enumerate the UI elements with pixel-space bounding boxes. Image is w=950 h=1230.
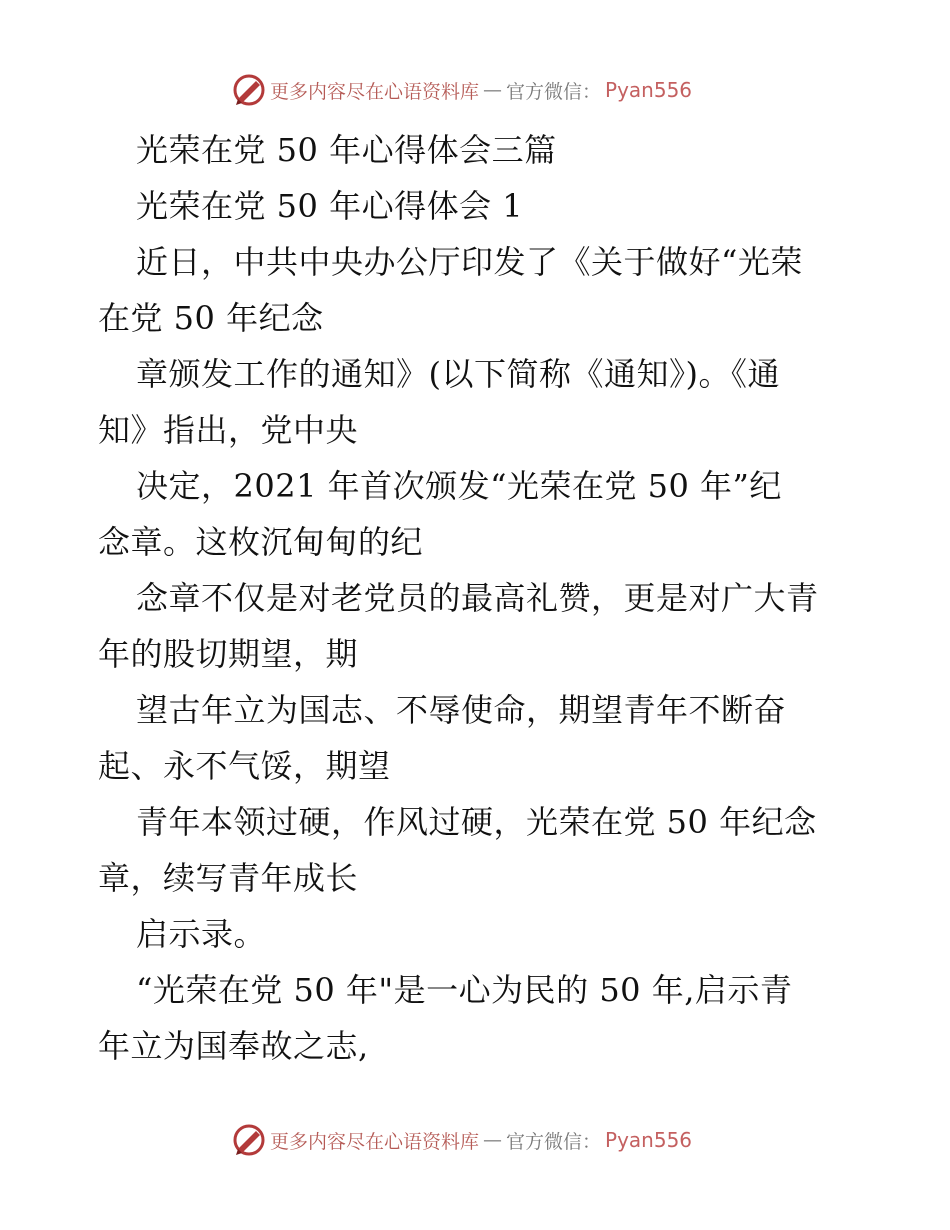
text-line: 在党 50 年纪念 xyxy=(98,299,324,337)
text-line: “光荣在党 50 年"是一心为民的 50 年,启示青 xyxy=(136,971,793,1009)
text-line: 望古年立为国志、不辱使命，期望青年不断奋 xyxy=(136,691,787,729)
text-line: 起、永不气馁，期望 xyxy=(98,747,391,785)
watermark-separator: — xyxy=(483,79,503,101)
document-body xyxy=(98,122,858,1074)
text-line: 光荣在党 50 年心得体会三篇 xyxy=(136,131,557,169)
watermark-text: 更多内容尽在心语资料库 xyxy=(270,80,480,103)
text-line: 光荣在党 50 年心得体会 1 xyxy=(136,187,524,225)
text-line: 念章。这枚沉甸甸的纪 xyxy=(98,523,424,561)
text-line: 启示录。 xyxy=(136,915,267,953)
footer-watermark xyxy=(232,1120,692,1160)
text-line: 决定，2021 年首次颁发“光荣在党 50 年”纪 xyxy=(136,467,782,505)
text-line: 章，续写青年成长 xyxy=(98,859,359,897)
watermark-wechat-label: 官方微信： xyxy=(506,80,602,103)
header-watermark xyxy=(232,70,692,110)
text-line: 青年本领过硬，作风过硬，光荣在党 50 年纪念 xyxy=(136,803,817,841)
text-line: 知》指出，党中央 xyxy=(98,411,359,449)
text-line: 年立为国奉故之志, xyxy=(98,1027,369,1065)
text-line: 念章不仅是对老党员的最高礼赞，更是对广大青 xyxy=(136,579,819,617)
pen-logo-icon xyxy=(232,73,266,107)
text-line: 近日，中共中央办公厅印发了《关于做好“光荣 xyxy=(136,243,803,281)
watermark-wechat-label: 官方微信： xyxy=(506,1130,602,1153)
watermark-wechat-id: Pyan556 xyxy=(605,78,693,102)
text-line: 章颁发工作的通知》(以下简称《通知》)。《通 xyxy=(136,355,780,393)
watermark-wechat-id: Pyan556 xyxy=(605,1128,693,1152)
watermark-text: 更多内容尽在心语资料库 xyxy=(270,1130,480,1153)
watermark-separator: — xyxy=(483,1129,503,1151)
pen-logo-icon xyxy=(232,1123,266,1157)
text-line: 年的股切期望，期 xyxy=(98,635,359,673)
